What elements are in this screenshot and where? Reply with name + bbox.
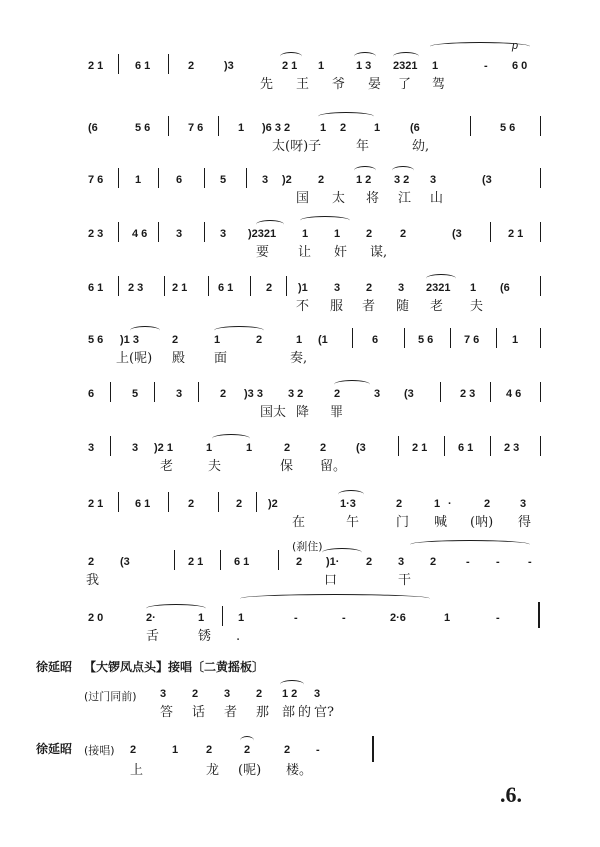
notes: -	[496, 556, 500, 568]
notes: (1	[318, 334, 328, 346]
barline-final	[538, 602, 540, 628]
notes: 1	[470, 282, 477, 294]
notes: 2	[192, 688, 199, 700]
notes: 3	[398, 282, 405, 294]
lyric: 谋,	[370, 245, 388, 260]
lyric: 者	[362, 299, 376, 314]
barline	[204, 222, 205, 242]
barline	[256, 492, 257, 512]
notes: 3	[176, 388, 183, 400]
notes: 2	[366, 556, 373, 568]
notes: )2	[282, 174, 292, 186]
barline	[158, 168, 159, 188]
notes: 1	[238, 612, 245, 624]
notes: 1	[434, 498, 441, 510]
lyric: 话	[192, 705, 206, 720]
lyric: 官?	[314, 705, 334, 720]
lyric: 我	[86, 573, 100, 588]
lyric: 夫	[208, 459, 222, 474]
notes: 5	[220, 174, 227, 186]
notes: 1	[296, 334, 303, 346]
barline	[118, 222, 119, 242]
notes: 2 1	[188, 556, 204, 568]
barline	[440, 382, 441, 402]
notes: 2	[188, 60, 195, 72]
barline	[490, 382, 491, 402]
lyric: 的	[298, 705, 312, 720]
lyric: 门	[396, 515, 410, 530]
notes: 1	[246, 442, 253, 454]
notes: 1	[172, 744, 179, 756]
lyric: 让	[298, 245, 312, 260]
notes: 2·6	[390, 612, 406, 624]
notes: 2	[256, 334, 263, 346]
lyric: 山	[430, 191, 444, 206]
notes: 1	[135, 174, 142, 186]
notes: 2 1	[88, 60, 104, 72]
lyric: 午	[346, 515, 360, 530]
score-system-5	[0, 268, 600, 328]
lyric: 喊	[434, 515, 448, 530]
lyric: 先	[260, 77, 274, 92]
notes: 2	[256, 688, 263, 700]
lyric: 晏	[368, 77, 382, 92]
notes: 2·	[146, 612, 156, 624]
notes: 6 1	[234, 556, 250, 568]
barline	[398, 436, 399, 456]
notes: 2	[296, 556, 303, 568]
notes: 3	[334, 282, 341, 294]
prefix: (过门同前)	[84, 690, 137, 703]
notes: 2	[172, 334, 179, 346]
notes: 2 1	[282, 60, 298, 72]
notes: 2 1	[508, 228, 524, 240]
notes: 2 3	[128, 282, 144, 294]
notes: 2	[484, 498, 491, 510]
lyric: 舌	[146, 629, 160, 644]
notes: 1 2	[356, 174, 372, 186]
notes: 1	[512, 334, 519, 346]
lyric: 上(呢)	[116, 351, 153, 366]
lyric: 罪	[330, 405, 344, 420]
barline	[490, 222, 491, 242]
notes: -	[484, 60, 488, 72]
barline	[286, 276, 287, 296]
notes: 2	[396, 498, 403, 510]
notes: 2	[220, 388, 227, 400]
notes: 3	[430, 174, 437, 186]
barline	[198, 382, 199, 402]
notes: 2	[130, 744, 137, 756]
barline	[164, 276, 165, 296]
notes: 3	[398, 556, 405, 568]
notes: 3 2	[394, 174, 410, 186]
notes: 6 1	[458, 442, 474, 454]
notes: 6 0	[512, 60, 528, 72]
score-system-4	[0, 214, 600, 274]
barline	[246, 168, 247, 188]
notes: 7 6	[464, 334, 480, 346]
notes: 5 6	[500, 122, 516, 134]
notes: 2	[88, 556, 95, 568]
lyric: 太	[332, 191, 346, 206]
barline	[540, 328, 541, 348]
notes: 5	[132, 388, 139, 400]
role-name: 徐延昭	[36, 660, 73, 674]
notes: -	[294, 612, 298, 624]
notes: 1	[320, 122, 327, 134]
notes: 2 3	[504, 442, 520, 454]
notes: 2	[284, 442, 291, 454]
notes: )1 3	[120, 334, 139, 346]
barline	[168, 54, 169, 74]
lyric: 殿	[172, 351, 186, 366]
notes: 2 3	[88, 228, 104, 240]
notes: -	[496, 612, 500, 624]
held-annotation: (刹住)	[292, 540, 323, 553]
notes: 2	[236, 498, 243, 510]
notes: 6	[372, 334, 379, 346]
notes: 7 6	[88, 174, 104, 186]
score-system-11	[0, 598, 600, 658]
barline	[218, 492, 219, 512]
score-system-3	[0, 160, 600, 220]
score-system-8	[0, 428, 600, 488]
notes: 6 1	[218, 282, 234, 294]
notes: )1·	[326, 556, 340, 568]
lyric: 者	[224, 705, 238, 720]
barline	[110, 436, 111, 456]
lyric: 老	[160, 459, 174, 474]
lyric: 得	[518, 515, 532, 530]
barline	[540, 382, 541, 402]
notes: 6	[176, 174, 183, 186]
notes: 1 2	[282, 688, 298, 700]
notes: 6	[88, 388, 95, 400]
notes: 6 1	[135, 498, 151, 510]
lyric: 太(呀)子	[272, 139, 322, 154]
barline	[540, 168, 541, 188]
notes: 3	[88, 442, 95, 454]
barline	[222, 606, 223, 626]
score-system-6	[0, 320, 600, 380]
notes: )1	[298, 282, 308, 294]
barline	[118, 54, 119, 74]
slur	[300, 216, 350, 225]
notes: 3	[262, 174, 269, 186]
notes: 1	[206, 442, 213, 454]
notes: 3	[520, 498, 527, 510]
notes: 2321	[393, 60, 418, 72]
notes: (3	[452, 228, 462, 240]
notes: 6 1	[135, 60, 151, 72]
notes: 3	[132, 442, 139, 454]
notes: 2	[334, 388, 341, 400]
lyric: 答	[160, 705, 174, 720]
barline	[158, 222, 159, 242]
notes: 1	[198, 612, 205, 624]
barline	[218, 116, 219, 136]
notes: 2 0	[88, 612, 104, 624]
notes: )2 1	[154, 442, 173, 454]
notes: 2	[266, 282, 273, 294]
notes: 3	[224, 688, 231, 700]
lyric: (呐)	[470, 515, 494, 530]
lyric: 驾	[432, 77, 446, 92]
barline	[540, 116, 541, 136]
lyric: 干	[398, 573, 412, 588]
notes: 2 3	[460, 388, 476, 400]
barline	[490, 436, 491, 456]
lyric: 上	[130, 763, 144, 778]
lyric: 口	[324, 573, 338, 588]
notes: 2	[340, 122, 347, 134]
notes: (3	[120, 556, 130, 568]
score-line-2	[0, 678, 600, 738]
score-system-10	[0, 542, 600, 602]
lyric: 面	[214, 351, 228, 366]
notes: -	[466, 556, 470, 568]
barline	[278, 550, 279, 570]
lyric: 留。	[320, 459, 347, 474]
slur	[240, 594, 430, 603]
notes: 3	[160, 688, 167, 700]
barline	[540, 436, 541, 456]
lyric: 奏,	[290, 351, 308, 366]
lyric: 随	[396, 299, 410, 314]
notes: (3	[404, 388, 414, 400]
notes: 3	[374, 388, 381, 400]
notes: 3 2	[288, 388, 304, 400]
notes: (6	[500, 282, 510, 294]
barline	[204, 168, 205, 188]
role-name: 徐延昭	[36, 742, 73, 756]
slur	[130, 326, 160, 335]
notes: 2 1	[88, 498, 104, 510]
barline	[444, 436, 445, 456]
slur	[212, 434, 250, 443]
barline	[470, 116, 471, 136]
barline	[540, 276, 541, 296]
lyric: 那	[256, 705, 270, 720]
notes: 1 3	[356, 60, 372, 72]
notes: 2 1	[412, 442, 428, 454]
notes: 2321	[426, 282, 451, 294]
notes: 2	[244, 744, 251, 756]
notes: 2	[284, 744, 291, 756]
lyric: 江	[398, 191, 412, 206]
notes: 4 6	[506, 388, 522, 400]
score-system-1	[0, 40, 600, 106]
notes: 1	[302, 228, 309, 240]
lyric: 服	[330, 299, 344, 314]
barline	[110, 382, 111, 402]
notes: 2 1	[172, 282, 188, 294]
notes: 3	[220, 228, 227, 240]
lyric: 在	[292, 515, 306, 530]
lyric: 幼,	[412, 139, 430, 154]
lyric: 爷	[332, 77, 346, 92]
notes: )3 3	[244, 388, 263, 400]
notes: 4 6	[132, 228, 148, 240]
lyric: 要	[256, 245, 270, 260]
notes: 2	[320, 442, 327, 454]
notes: 1	[374, 122, 381, 134]
barline	[450, 328, 451, 348]
lyric: 国太	[260, 405, 287, 420]
notes: ·	[448, 498, 452, 510]
notes: 3	[314, 688, 321, 700]
score-system-9	[0, 484, 600, 544]
notes: -	[342, 612, 346, 624]
notes: )2	[268, 498, 278, 510]
notes: 2	[318, 174, 325, 186]
dynamic-mark: p	[512, 40, 519, 52]
barline	[220, 550, 221, 570]
notes: 6 1	[88, 282, 104, 294]
notes: 2	[366, 228, 373, 240]
notes: (3	[356, 442, 366, 454]
lyric: 锈	[198, 629, 212, 644]
lyric: 楼。	[286, 763, 313, 778]
notes: 3	[176, 228, 183, 240]
lyric: 保	[280, 459, 294, 474]
slur	[410, 540, 530, 549]
notes: 2	[400, 228, 407, 240]
barline	[496, 328, 497, 348]
barline	[208, 276, 209, 296]
notes: 1	[238, 122, 245, 134]
lyric: 不	[296, 299, 310, 314]
notes: -	[316, 744, 320, 756]
notes: 2	[366, 282, 373, 294]
barline	[154, 382, 155, 402]
section-header: 【大锣凤点头】接唱〔二黄摇板〕	[84, 660, 265, 674]
notes: 1·3	[340, 498, 356, 510]
barline	[118, 492, 119, 512]
lyric: 老	[430, 299, 444, 314]
prefix: (接唱)	[84, 744, 115, 757]
lyric: 了	[398, 77, 412, 92]
notes: 2	[430, 556, 437, 568]
notes: 1	[214, 334, 221, 346]
lyric: 夫	[470, 299, 484, 314]
lyric: 部	[282, 705, 296, 720]
notes: )6 3 2	[262, 122, 291, 134]
notes: )3	[224, 60, 234, 72]
barline	[404, 328, 405, 348]
lyric: (呢)	[238, 763, 262, 778]
lyric: 国	[296, 191, 310, 206]
notes: (6	[410, 122, 420, 134]
notes: 1	[318, 60, 325, 72]
lyric: 将	[366, 191, 380, 206]
notes: 1	[444, 612, 451, 624]
notes: -	[528, 556, 532, 568]
lyric: 王	[296, 77, 310, 92]
notes: 5 6	[88, 334, 104, 346]
slur	[318, 112, 374, 121]
barline	[250, 276, 251, 296]
barline	[540, 222, 541, 242]
barline	[174, 550, 175, 570]
score-system-2	[0, 108, 600, 168]
page-number: .6.	[500, 782, 522, 807]
notes: 7 6	[188, 122, 204, 134]
notes: (6	[88, 122, 98, 134]
lyric: 龙	[206, 763, 220, 778]
notes: 5 6	[418, 334, 434, 346]
lyric: .	[236, 629, 241, 644]
barline	[118, 276, 119, 296]
notes: 5 6	[135, 122, 151, 134]
barline	[168, 492, 169, 512]
lyric: 降	[296, 405, 310, 420]
barline	[168, 116, 169, 136]
barline	[118, 168, 119, 188]
lyric: 奸	[334, 245, 348, 260]
notes: (3	[482, 174, 492, 186]
lyric: 年	[356, 139, 370, 154]
score-system-7	[0, 374, 600, 434]
notes: 1	[334, 228, 341, 240]
notes: 1	[432, 60, 439, 72]
notes: )2321	[248, 228, 277, 240]
barline	[352, 328, 353, 348]
notes: 2	[206, 744, 213, 756]
barline-final	[372, 736, 374, 762]
notes: 2	[188, 498, 195, 510]
